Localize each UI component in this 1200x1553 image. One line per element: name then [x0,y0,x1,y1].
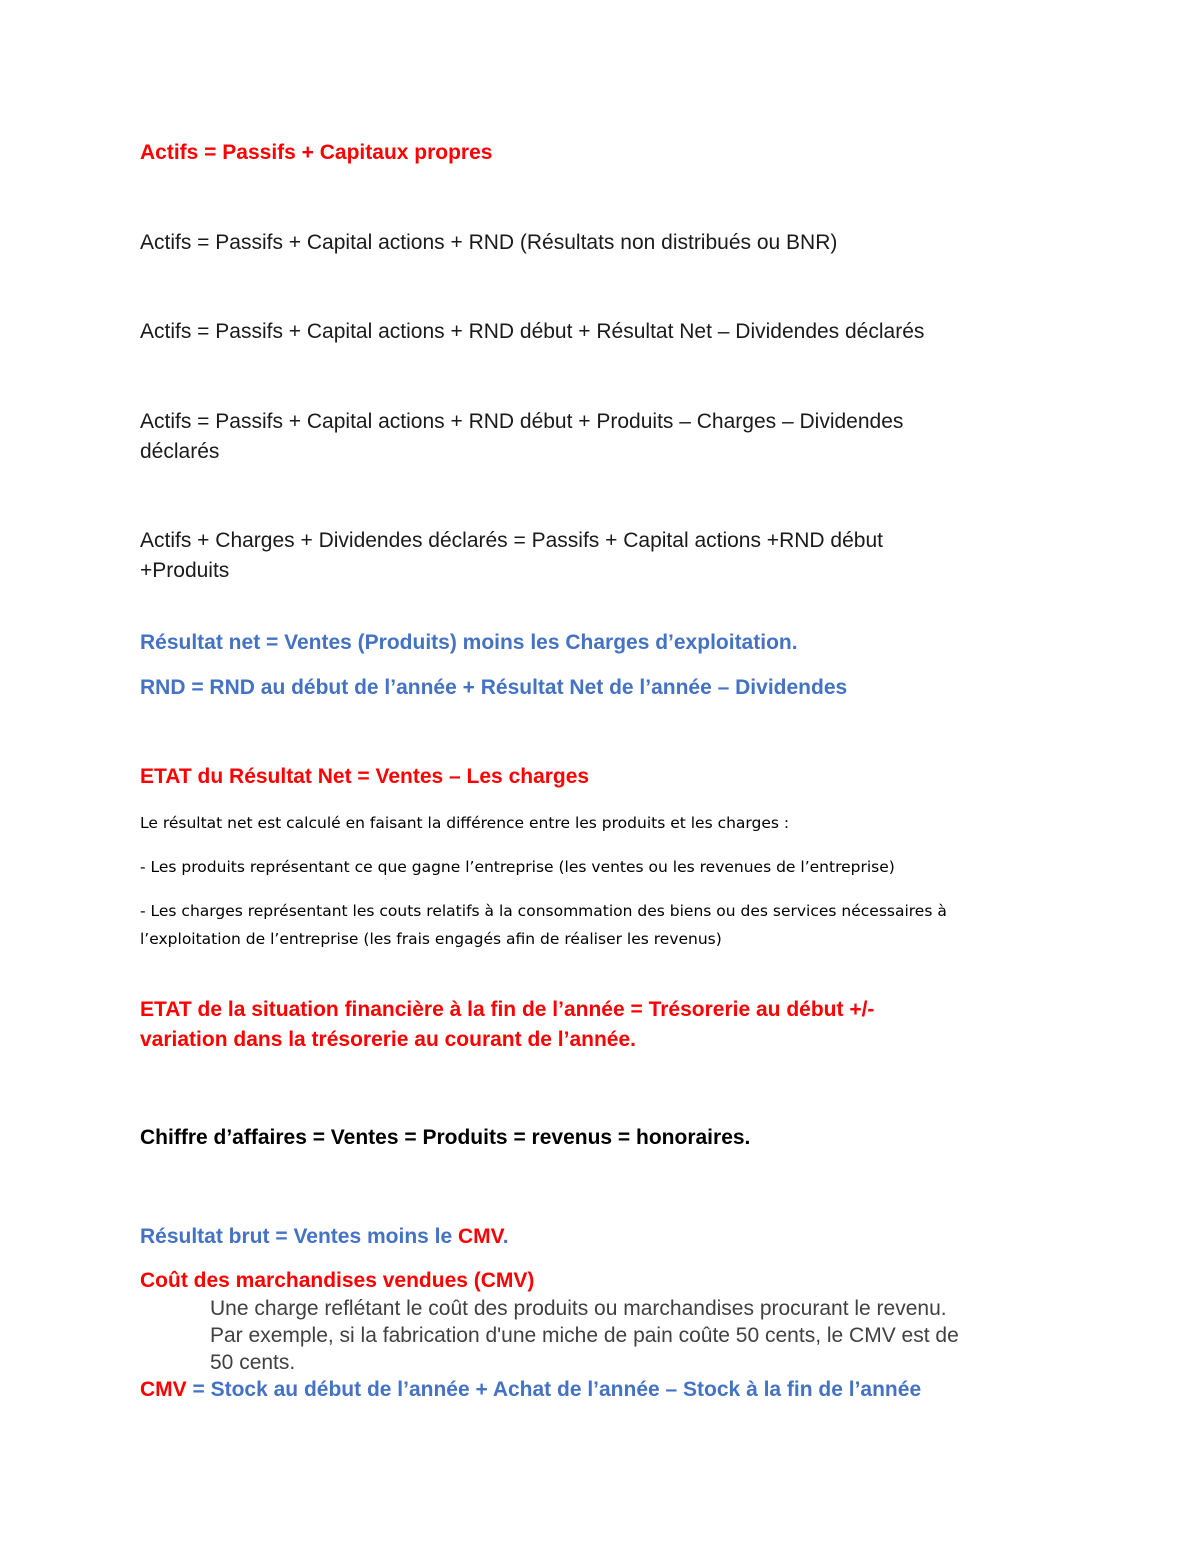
resultat-brut-definition [140,1222,509,1252]
resultat-brut-suffix: . [502,1225,509,1248]
equation-capitaux-propres: Actifs = Passifs + Capitaux propres [140,141,493,164]
cmv-description-line1: Une charge reflétant le coût des produits ou marchandises procurant le revenu. [210,1297,947,1320]
cmv-formula-rest: = Stock au début de l’année + Achat de l’année – Stock à la fin de l’année [186,1378,922,1401]
rnd-definition: RND = RND au début de l’année + Résultat Net de l’année – Dividendes [140,676,848,699]
equation-rearranged-line1: Actifs + Charges + Dividendes déclarés = Passifs + Capital actions +RND début [140,529,883,552]
resultat-brut-cmv: CMV [458,1225,503,1248]
resultat-net-definition: Résultat net = Ventes (Produits) moins les Charges d’exploitation. [140,631,798,654]
equation-produits-charges-line2: déclarés [140,440,220,463]
resultat-net-intro: Le résultat net est calculé en faisant la différence entre les produits et les charges : [140,814,790,832]
cmv-description-line2: Par exemple, si la fabrication d'une miche de pain coûte 50 cents, le CMV est de [210,1324,959,1347]
etat-situation-financiere-line1: ETAT de la situation financière à la fin de l’année = Trésorerie au début +/- [140,998,875,1021]
equation-produits-charges-line1: Actifs = Passifs + Capital actions + RND début + Produits – Charges – Dividendes [140,410,904,433]
equation-capital-actions-rnd: Actifs = Passifs + Capital actions + RND (Résultats non distribués ou BNR) [140,231,838,254]
cmv-heading: Coût des marchandises vendues (CMV) [140,1269,535,1292]
cmv-formula-label: CMV [140,1378,187,1401]
charges-bullet-line1: - Les charges représentant les couts relatifs à la consommation des biens ou des services nécessaires à [140,902,947,920]
etat-situation-financiere-line2: variation dans la trésorerie au courant de l’année. [140,1028,637,1051]
cmv-formula [140,1375,921,1405]
produits-bullet: - Les produits représentant ce que gagne l’entreprise (les ventes ou les revenues de l’entreprise) [140,858,895,876]
equation-rearranged-line2: +Produits [140,559,230,582]
resultat-brut-prefix: Résultat brut = Ventes moins le [140,1225,459,1248]
etat-resultat-net-heading: ETAT du Résultat Net = Ventes – Les charges [140,765,590,788]
chiffre-affaires-definition: Chiffre d’affaires = Ventes = Produits = revenus = honoraires. [140,1126,751,1149]
charges-bullet-line2: l’exploitation de l’entreprise (les frais engagés afin de réaliser les revenus) [140,930,722,948]
equation-resultat-net: Actifs = Passifs + Capital actions + RND début + Résultat Net – Dividendes déclarés [140,320,925,343]
cmv-description-line3: 50 cents. [210,1351,296,1374]
